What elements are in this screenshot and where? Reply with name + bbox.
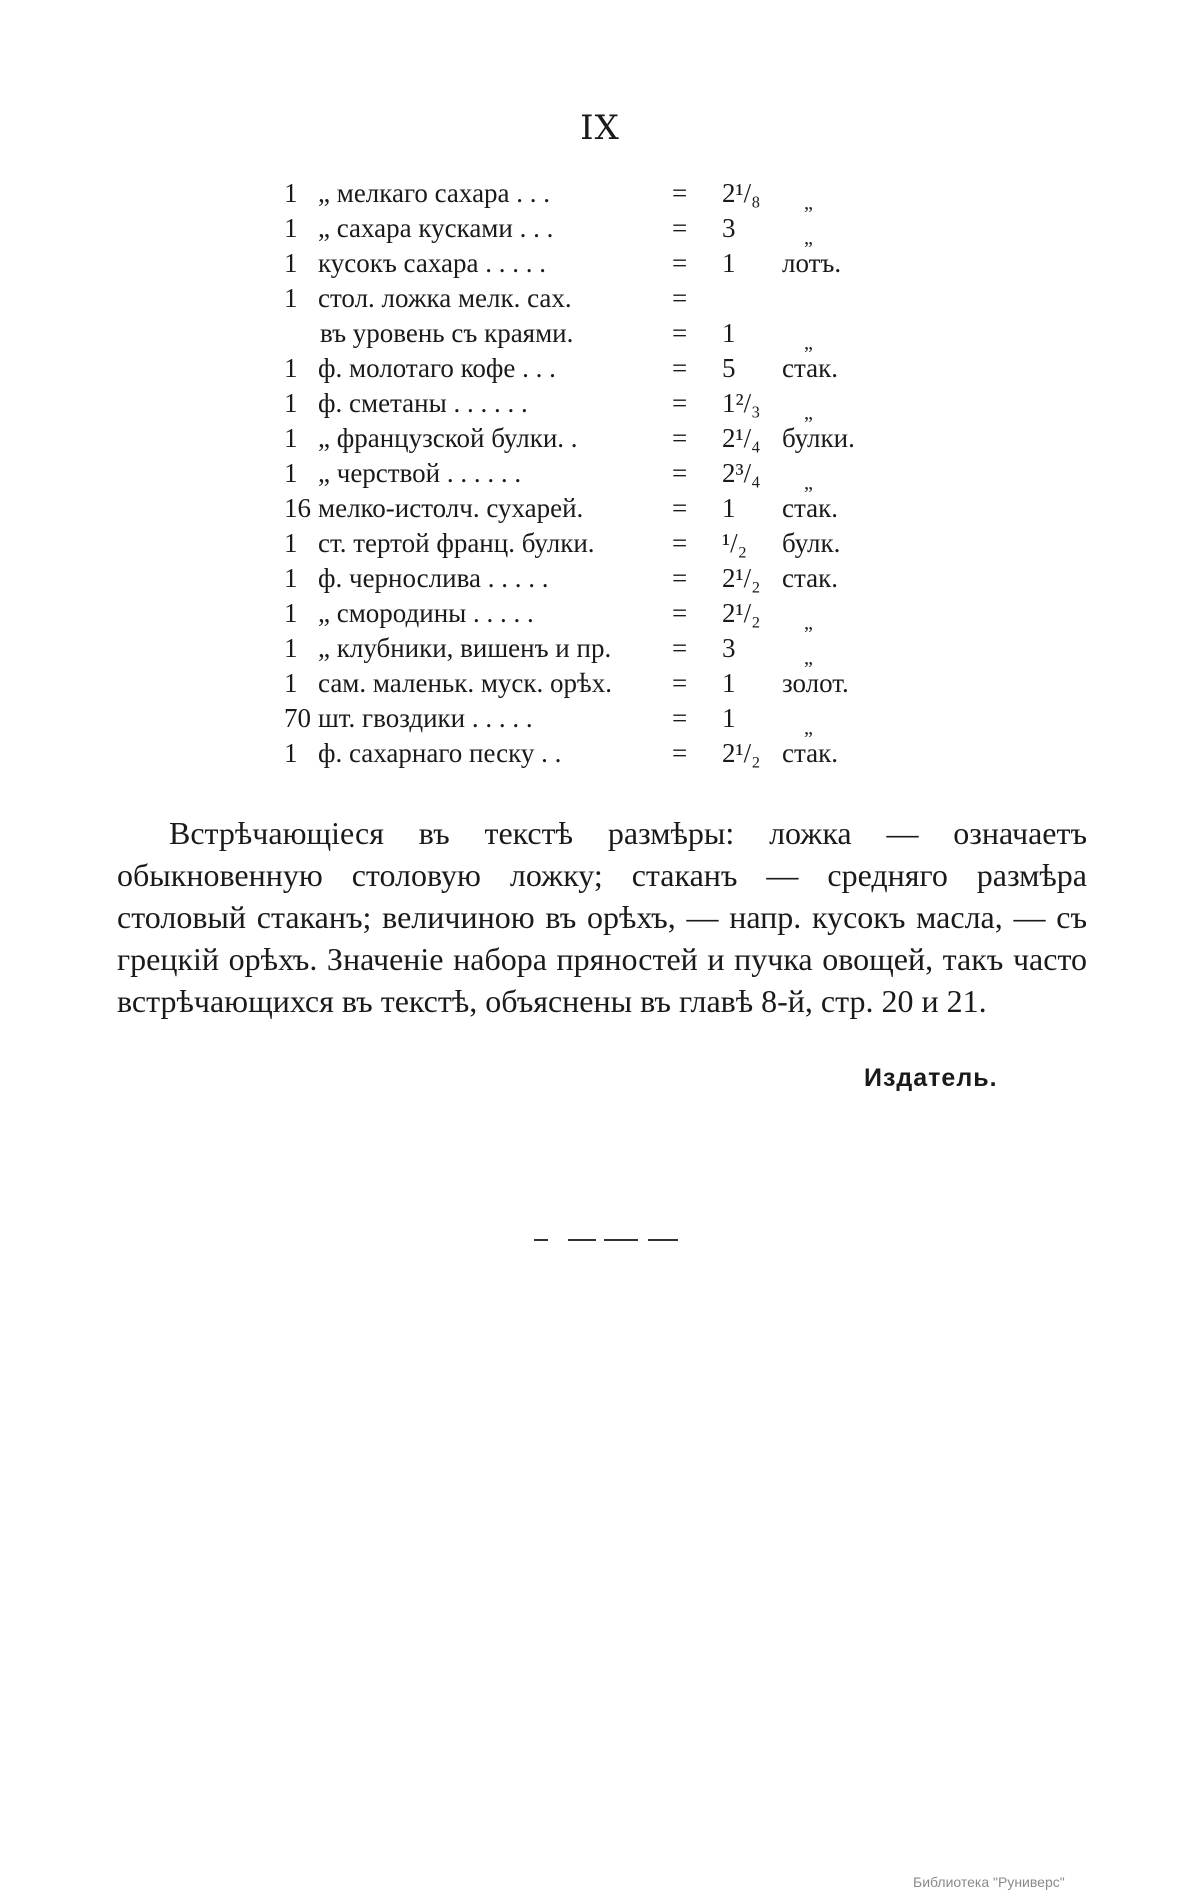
measure-unit: стак. — [782, 493, 838, 523]
measure-quantity: 1 — [284, 248, 298, 278]
measure-unit: булк. — [782, 528, 841, 558]
measure-unit: „ — [804, 227, 813, 249]
measure-quantity: 1 — [284, 458, 298, 488]
measure-item: кусокъ сахара . . . . . — [318, 248, 546, 278]
equals-sign: = — [672, 353, 688, 383]
measure-value: 2¹/₄ — [722, 423, 761, 453]
measure-quantity: 1 — [284, 598, 298, 628]
measure-item: ст. тертой франц. булки. — [318, 528, 595, 558]
publisher-signature: Издатель. — [864, 1064, 998, 1092]
measure-quantity: 16 — [284, 493, 311, 523]
equals-sign: = — [672, 388, 688, 418]
measure-unit: золот. — [782, 668, 849, 698]
measure-quantity: 1 — [284, 668, 298, 698]
measure-item: въ уровень съ краями. — [320, 318, 574, 348]
measure-unit: „ — [804, 612, 813, 634]
measure-item: ф. сметаны . . . . . . — [318, 388, 528, 418]
measure-item: стол. ложка мелк. сах. — [318, 283, 572, 313]
measure-unit: стак. — [782, 353, 838, 383]
equals-sign: = — [672, 528, 688, 558]
measure-quantity: 1 — [284, 528, 298, 558]
equals-sign: = — [672, 213, 688, 243]
equals-sign: = — [672, 283, 688, 313]
equals-sign: = — [672, 598, 688, 628]
equals-sign: = — [672, 633, 688, 663]
measure-unit: булки. — [782, 423, 855, 453]
ornament-divider — [534, 1237, 680, 1243]
measure-quantity: 1 — [284, 423, 298, 453]
equals-sign: = — [672, 423, 688, 453]
measure-unit: „ — [804, 717, 813, 739]
measure-value: 2¹/₂ — [722, 598, 761, 628]
equals-sign: = — [672, 738, 688, 768]
measure-quantity: 1 — [284, 738, 298, 768]
measure-quantity: 1 — [284, 388, 298, 418]
measure-value: 1 — [722, 248, 736, 278]
page-number: IX — [580, 108, 620, 148]
measure-value: 5 — [722, 353, 736, 383]
measure-value: 2¹/₂ — [722, 738, 761, 768]
measure-value: 2¹/₈ — [722, 178, 761, 208]
equals-sign: = — [672, 318, 688, 348]
equals-sign: = — [672, 493, 688, 523]
equals-sign: = — [672, 703, 688, 733]
equals-sign: = — [672, 178, 688, 208]
measure-quantity: 70 — [284, 703, 311, 733]
explanatory-paragraph: Встрѣчающiеся въ текстѣ размѣры: ложка — означаетъ обыкновенную столовую ложку; стаканъ — средняго размѣра столовый стаканъ; величиною въ орѣхъ, — напр. кусокъ масла, — съ грецкiй орѣхъ. Значенiе набора пряностей и пучка овощей, такъ часто встрѣчающихся въ текстѣ, объяснены въ главѣ 8-й, стр. 20 и 21. — [117, 815, 1087, 1019]
measure-unit: „ — [804, 472, 813, 494]
measure-item: „ клубники, вишенъ и пр. — [318, 633, 612, 663]
measure-value: 3 — [722, 633, 736, 663]
measure-quantity: 1 — [284, 563, 298, 593]
measure-item: ф. молотаго кофе . . . — [318, 353, 556, 383]
equals-sign: = — [672, 458, 688, 488]
measure-item: ф. сахарнаго песку . . — [318, 738, 562, 768]
measure-value: 2³/₄ — [722, 458, 761, 488]
measure-quantity: 1 — [284, 353, 298, 383]
measure-quantity: 1 — [284, 178, 298, 208]
measure-item: сам. маленьк. муск. орѣх. — [318, 668, 612, 698]
measure-value: ¹/₂ — [722, 528, 748, 558]
measure-unit: „ — [804, 402, 813, 424]
measure-unit: „ — [804, 647, 813, 669]
measure-unit: стак. — [782, 738, 838, 768]
measure-unit: лотъ. — [782, 248, 842, 278]
measure-quantity: 1 — [284, 283, 298, 313]
measure-quantity: 1 — [284, 633, 298, 663]
measure-item: шт. гвоздики . . . . . — [318, 703, 533, 733]
measure-value: 3 — [722, 213, 736, 243]
equals-sign: = — [672, 668, 688, 698]
measure-item: „ черствой . . . . . . — [318, 458, 522, 488]
measure-item: „ французской булки. . — [318, 423, 578, 453]
measure-unit: „ — [804, 192, 813, 214]
measure-unit: стак. — [782, 563, 838, 593]
measure-quantity: 1 — [284, 213, 298, 243]
measure-value: 1 — [722, 703, 736, 733]
measure-value: 1 — [722, 493, 736, 523]
measure-unit: „ — [804, 332, 813, 354]
measure-item: „ мелкаго сахара . . . — [318, 178, 551, 208]
measure-item: мелко-истолч. сухарей. — [318, 493, 584, 523]
measure-value: 1 — [722, 668, 736, 698]
equals-sign: = — [672, 248, 688, 278]
equals-sign: = — [672, 563, 688, 593]
measure-item: „ смородины . . . . . — [318, 598, 534, 628]
measure-value: 1²/₃ — [722, 388, 761, 418]
measure-value: 1 — [722, 318, 736, 348]
measure-item: „ сахара кусками . . . — [318, 213, 554, 243]
library-watermark: Библиотека "Руниверс" — [913, 1874, 1065, 1890]
measure-value: 2¹/₂ — [722, 563, 761, 593]
measure-item: ф. чернослива . . . . . — [318, 563, 549, 593]
